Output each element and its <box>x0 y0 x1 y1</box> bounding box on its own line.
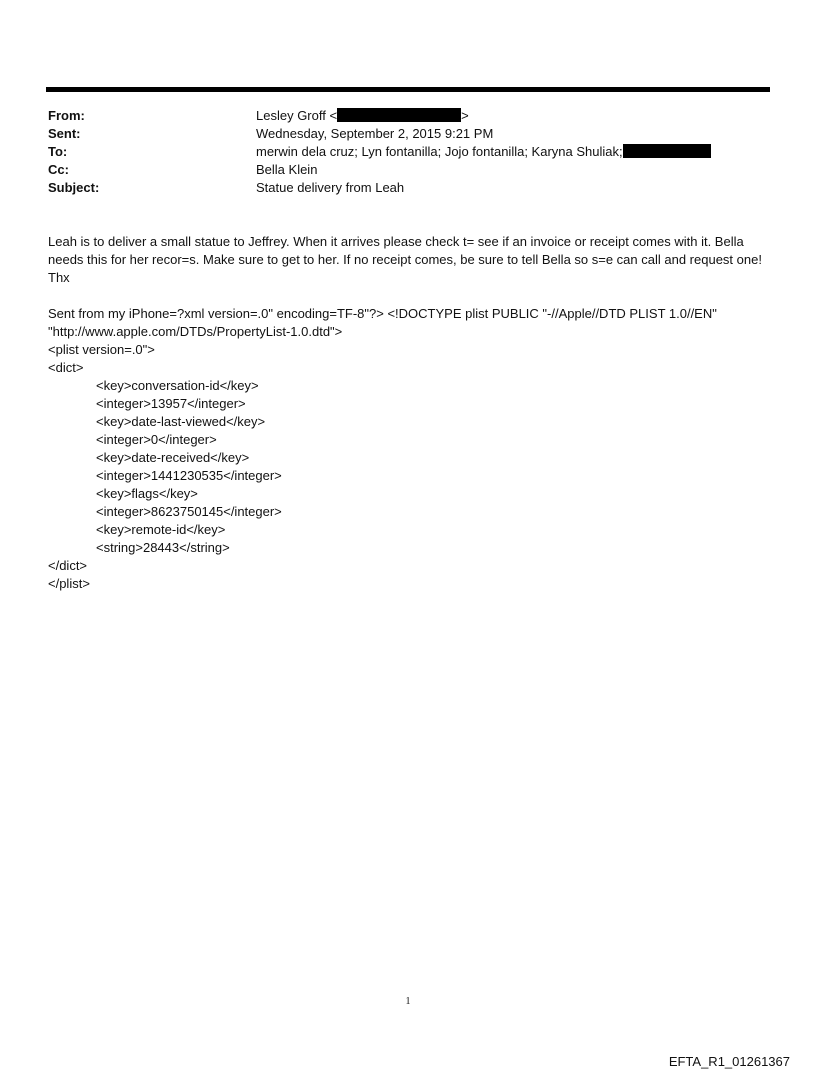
page-number: 1 <box>405 996 411 1007</box>
to-recipients: merwin dela cruz; Lyn fontanilla; Jojo fontanilla; Karyna Shuliak; <box>256 144 623 159</box>
xml-line: <key>remote-id</key> <box>96 522 226 537</box>
cc-value: Bella Klein <box>256 162 318 177</box>
xml-line: <integer>8623750145</integer> <box>96 504 282 519</box>
xml-line: <key>flags</key> <box>96 486 198 501</box>
sent-label: Sent: <box>48 126 81 141</box>
xml-line: <key>conversation-id</key> <box>96 378 259 393</box>
sent-value: Wednesday, September 2, 2015 9:21 PM <box>256 126 494 141</box>
bates-number: EFTA_R1_01261367 <box>668 1054 790 1069</box>
xml-line: "http://www.apple.com/DTDs/PropertyList-1.0.dtd"> <box>48 324 343 339</box>
xml-line: </plist> <box>48 576 90 591</box>
from-label: From: <box>48 108 85 123</box>
xml-line: </dict> <box>48 558 88 573</box>
xml-line: <integer>1441230535</integer> <box>96 468 282 483</box>
email-body <box>48 233 778 287</box>
cc-label: Cc: <box>48 162 69 177</box>
subject-label: Subject: <box>48 180 100 195</box>
from-name: Lesley Groff < <box>256 108 338 123</box>
xml-line: <key>date-received</key> <box>96 450 250 465</box>
from-value <box>256 107 469 125</box>
redaction-box <box>623 144 711 158</box>
redaction-box <box>337 108 461 122</box>
message-paragraph: Leah is to deliver a small statue to Jeffrey. When it arrives please check t= see if an invoice or receipt comes with it. Bella needs this for her recor=s. Make sure to get to her. If no receipt comes, be sure to tell Bella so s=e can call and request one! Thx <box>48 234 762 285</box>
from-close: > <box>461 108 469 123</box>
xml-line: <dict> <box>48 360 84 375</box>
xml-line: <string>28443</string> <box>96 540 230 555</box>
xml-line: <key>date-last-viewed</key> <box>96 414 266 429</box>
plist-xml <box>48 305 778 593</box>
to-label: To: <box>48 144 68 159</box>
subject-value: Statue delivery from Leah <box>256 180 405 195</box>
header-divider <box>46 87 770 92</box>
xml-line: Sent from my iPhone=?xml version=.0" encoding=TF-8"?> <!DOCTYPE plist PUBLIC "-//Apple//DTD PLIST 1.0//EN" <box>48 306 717 321</box>
to-value <box>256 143 711 161</box>
xml-line: <integer>13957</integer> <box>96 396 246 411</box>
xml-line: <integer>0</integer> <box>96 432 217 447</box>
xml-line: <plist version=.0"> <box>48 342 155 357</box>
